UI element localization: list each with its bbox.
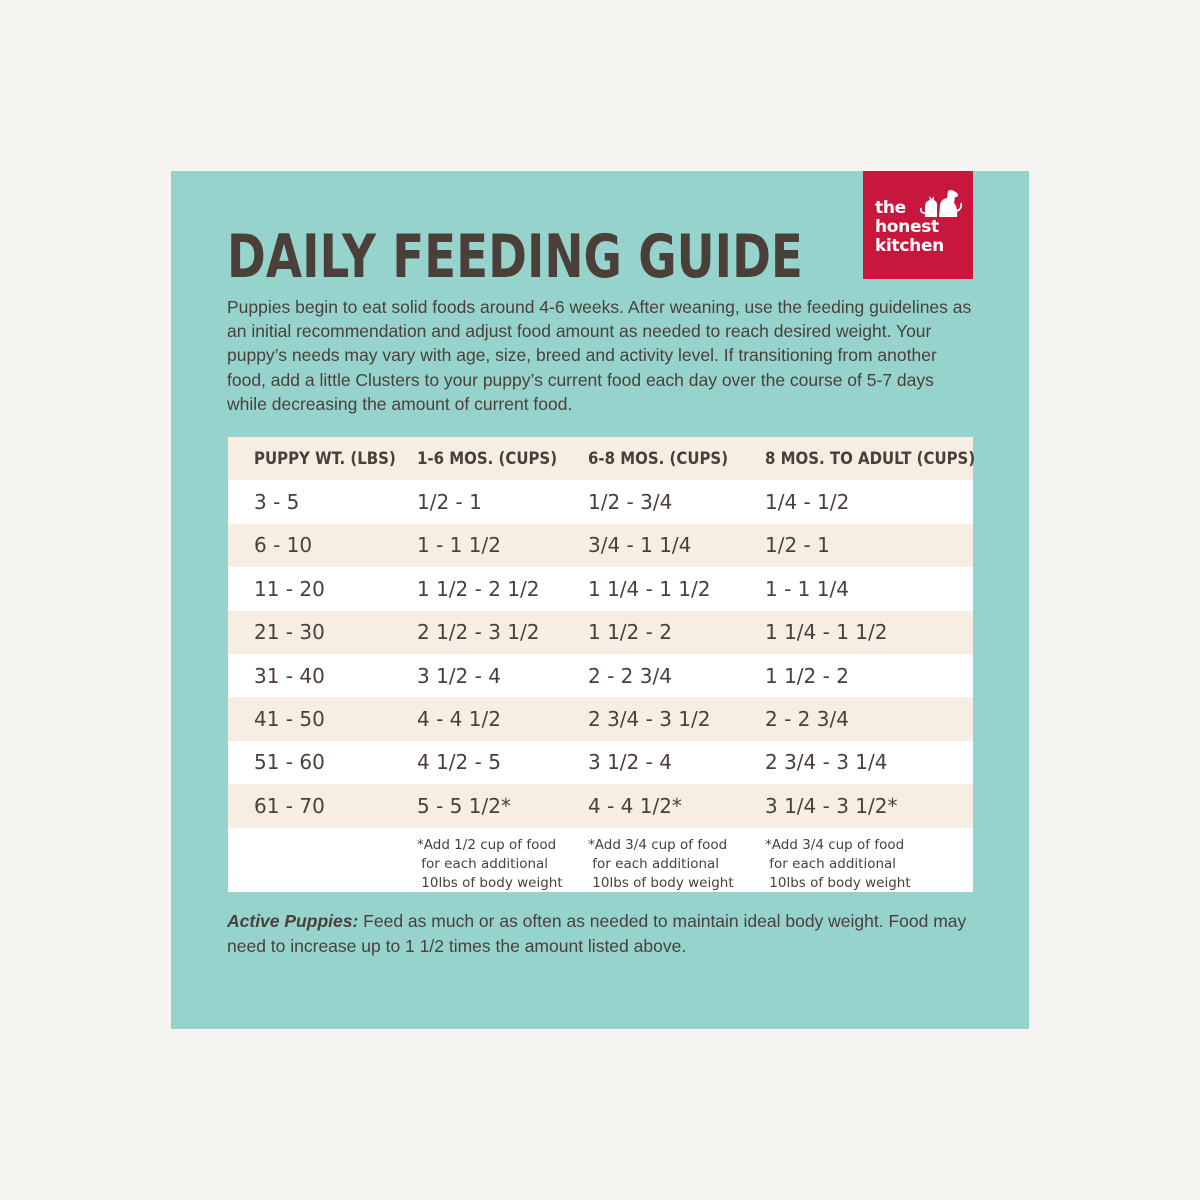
table-cell: 3 1/2 - 4 bbox=[417, 663, 501, 688]
table-cell: 6 - 10 bbox=[254, 533, 313, 558]
table-cell: 21 - 30 bbox=[254, 620, 325, 645]
table-row bbox=[228, 654, 973, 697]
table-cell: 4 1/2 - 5 bbox=[417, 750, 501, 775]
brand-logo bbox=[863, 171, 973, 279]
table-cell: 1/2 - 1 bbox=[765, 533, 830, 558]
table-cell: 31 - 40 bbox=[254, 663, 325, 688]
table-cell: 1 1/4 - 1 1/2 bbox=[765, 620, 888, 645]
table-cell: 3 - 5 bbox=[254, 490, 300, 515]
table-cell: 4 - 4 1/2 bbox=[417, 707, 501, 732]
table-cell: 1/2 - 3/4 bbox=[588, 490, 673, 515]
footnote-1-6-months: *Add 1/2 cup of food for each additional 10lbs of body weight bbox=[417, 836, 563, 892]
table-row bbox=[228, 741, 973, 784]
table-cell: 2 3/4 - 3 1/2 bbox=[588, 707, 711, 732]
active-puppies-note bbox=[227, 909, 973, 959]
table-cell: 1 1/4 - 1 1/2 bbox=[588, 576, 711, 601]
table-cell: 1 - 1 1/4 bbox=[765, 576, 849, 601]
table-cell: 1 - 1 1/2 bbox=[417, 533, 501, 558]
table-cell: 3 1/4 - 3 1/2* bbox=[765, 793, 898, 818]
table-cell: 3/4 - 1 1/4 bbox=[588, 533, 692, 558]
footnote-6-8-months: *Add 3/4 cup of food for each additional 10lbs of body weight bbox=[588, 836, 734, 892]
table-row bbox=[228, 480, 973, 523]
table-cell: 5 - 5 1/2* bbox=[417, 793, 511, 818]
table-row bbox=[228, 784, 973, 827]
table-cell: 1 1/2 - 2 bbox=[588, 620, 672, 645]
header-cell-6-8-months: 6-8 MOS. (CUPS) bbox=[588, 448, 729, 469]
table-row bbox=[228, 524, 973, 567]
table-row bbox=[228, 567, 973, 610]
table-cell: 1/4 - 1/2 bbox=[765, 490, 850, 515]
header-cell-8-months-adult: 8 MOS. TO ADULT (CUPS) bbox=[765, 448, 976, 469]
header-cell-1-6-months: 1-6 MOS. (CUPS) bbox=[417, 448, 558, 469]
brand-name-line-3: kitchen bbox=[875, 236, 944, 256]
page-title: DAILY FEEDING GUIDE bbox=[227, 222, 803, 292]
intro-paragraph: Puppies begin to eat solid foods around 4-6 weeks. After weaning, use the feeding guidelines as an initial recommendation and adjust food amount as needed to reach desired weight. Your puppy’s needs may vary with age, size, breed and activity level. If transitioning from another food, add a little Clusters to your puppy’s current food each day over the course of 5-7 days while decreasing the amount of current food. bbox=[227, 297, 972, 414]
header-cell-weight: PUPPY WT. (LBS) bbox=[254, 448, 396, 469]
brand-name-line-1: the bbox=[875, 198, 906, 218]
table-cell: 3 1/2 - 4 bbox=[588, 750, 672, 775]
table-cell: 2 - 2 3/4 bbox=[588, 663, 672, 688]
table-footnotes-row bbox=[228, 828, 973, 891]
active-puppies-text: Feed as much or as often as needed to maintain ideal body weight. Food may need to increase up to 1 1/2 times the amount listed above. bbox=[227, 911, 967, 956]
table-cell: 1 1/2 - 2 1/2 bbox=[417, 576, 540, 601]
dog-and-cat-icon bbox=[919, 187, 963, 217]
table-cell: 51 - 60 bbox=[254, 750, 325, 775]
table-cell: 11 - 20 bbox=[254, 576, 325, 601]
feeding-guide-panel bbox=[171, 171, 1029, 1029]
table-cell: 2 3/4 - 3 1/4 bbox=[765, 750, 888, 775]
table-header-row bbox=[228, 437, 976, 480]
active-puppies-label: Active Puppies: bbox=[227, 911, 359, 931]
table-cell: 2 - 2 3/4 bbox=[765, 707, 849, 732]
table-cell: 4 - 4 1/2* bbox=[588, 793, 682, 818]
table-row bbox=[228, 697, 973, 740]
table-row bbox=[228, 611, 973, 654]
table-cell: 1/2 - 1 bbox=[417, 490, 482, 515]
table-cell: 1 1/2 - 2 bbox=[765, 663, 849, 688]
table-cell: 2 1/2 - 3 1/2 bbox=[417, 620, 540, 645]
feeding-table bbox=[228, 437, 976, 892]
footnote-8-months-adult: *Add 3/4 cup of food for each additional 10lbs of body weight bbox=[765, 836, 911, 892]
brand-name-line-2: honest bbox=[875, 217, 939, 237]
table-cell: 41 - 50 bbox=[254, 707, 325, 732]
table-cell: 61 - 70 bbox=[254, 793, 325, 818]
